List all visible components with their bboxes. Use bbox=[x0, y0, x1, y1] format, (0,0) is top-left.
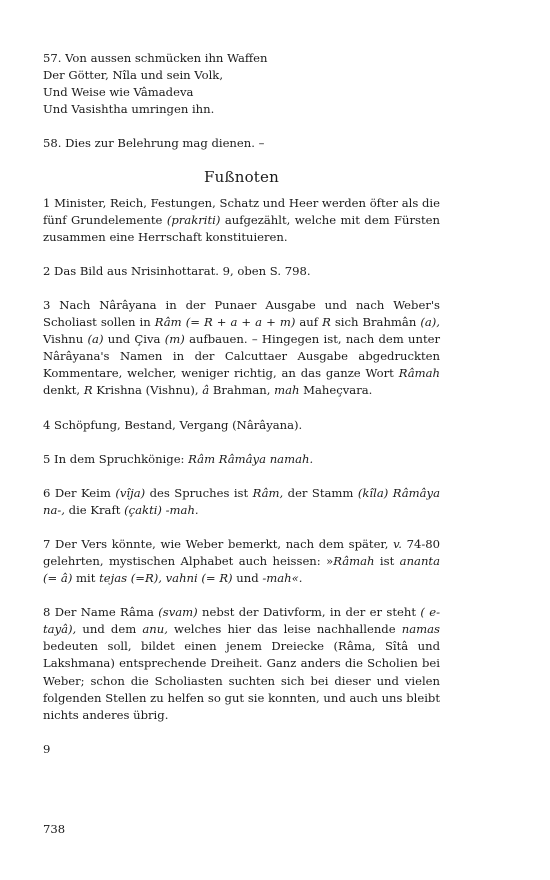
footnote-text-run: Maheçvara. bbox=[299, 383, 373, 398]
footnote-4 bbox=[43, 417, 440, 434]
folio-page-number: 738 bbox=[43, 822, 66, 836]
footnote-text-run: 74-80 gelehrten, mystischen Alphabet auch heissen: » bbox=[43, 536, 441, 568]
footnote-5 bbox=[43, 451, 440, 468]
footnote-text-run: 6 Der Keim bbox=[43, 485, 116, 500]
footnote-text-run: 7 Der Vers könnte, wie Weber bemerkt, nach dem später, bbox=[43, 536, 394, 551]
footnote-text-run: 5 In dem Spruchkönige: bbox=[43, 451, 189, 466]
footnotes-heading: Fußnoten bbox=[204, 168, 279, 187]
footnote-italic-run: Râm Râmâya namah. bbox=[188, 451, 314, 466]
footnote-italic-run: anu, bbox=[142, 622, 168, 637]
footnote-italic-run: â bbox=[202, 383, 210, 398]
footnote-text-run: Vishnu bbox=[43, 332, 88, 347]
footnote-text-run: welches hier das leise nachhallende bbox=[167, 622, 402, 637]
verse-line: Und Weise wie Vâmadeva bbox=[43, 85, 194, 100]
footnote-text-run: der Stamm bbox=[283, 485, 358, 500]
page-body bbox=[43, 50, 440, 758]
footnote-italic-run: Râmah bbox=[398, 366, 440, 381]
footnote-italic-run: (prakriti) bbox=[166, 212, 221, 227]
footnote-italic-run: Râm (= R + a + a + m) bbox=[154, 315, 296, 330]
footnote-text-run: Brahman, bbox=[209, 383, 275, 398]
verse-line: Der Götter, Nîla und sein Volk, bbox=[43, 68, 224, 83]
footnote-text-run: nebst der Dativform, in der er steht bbox=[197, 605, 421, 620]
footnote-7 bbox=[43, 536, 440, 587]
verse-line: Und Vasishtha umringen ihn. bbox=[43, 102, 215, 117]
footnote-text-run: aufgezählt, welche mit dem Fürsten zusammen eine Herrschaft konstituieren. bbox=[43, 212, 440, 244]
footnote-italic-run: v. bbox=[393, 536, 402, 551]
inline-page-number: 9 bbox=[43, 741, 51, 756]
footnote-text-run: bedeuten soll, bildet einen jenem Dreiecke (Râma, Sîtâ und Lakshmana) entsprechende Dreiheit. Ganz anders die Scholien bei Weber; schon die Scholiasten suchten sich bei dieser und vielen folgenden Stellen zu helfen so gut sie konnten, und auch uns bleibt nichts anderes übrig. bbox=[43, 639, 440, 722]
footnote-text-run: und bbox=[232, 571, 263, 586]
footnote-italic-run: namas bbox=[401, 622, 440, 637]
footnote-italic-run: (a) bbox=[87, 332, 104, 347]
footnote-italic-run: Râm, bbox=[252, 485, 284, 500]
footnote-text-run: mit bbox=[72, 571, 100, 586]
footnote-text-run: des Spruches ist bbox=[145, 485, 253, 500]
footnote-text-run: die Kraft bbox=[64, 502, 125, 517]
footnote-italic-run: ananta (= â) bbox=[43, 553, 441, 586]
footnote-italic-run: (a), bbox=[420, 315, 440, 330]
footnotes-list bbox=[43, 195, 440, 724]
footnote-italic-run: -mah«. bbox=[262, 571, 303, 586]
footnote-italic-run: (m) bbox=[164, 332, 185, 347]
footnote-8 bbox=[43, 604, 440, 724]
footnote-text-run: auf bbox=[295, 315, 323, 330]
footnote-italic-run: (kîla) Râmâya na-, bbox=[43, 485, 440, 517]
footnote-text-run: sich Brahmân bbox=[330, 315, 421, 330]
footnote-italic-run: ( e-tayâ), bbox=[43, 605, 441, 637]
footnote-text-run: und Çiva bbox=[103, 332, 165, 347]
footnote-italic-run: Râmah bbox=[333, 553, 375, 568]
verse-line: 57. Von aussen schmücken ihn Waffen bbox=[43, 51, 268, 65]
footnote-text-run: 2 Das Bild aus Nrisinhottarat. 9, oben S. 798. bbox=[43, 263, 311, 278]
footnote-text-run: 4 Schöpfung, Bestand, Vergang (Nârâyana). bbox=[43, 417, 303, 432]
verse-block bbox=[43, 50, 440, 152]
footnote-italic-run: tejas (=R), vahni (= R) bbox=[99, 571, 233, 586]
footnote-text-run: Krishna (Vishnu), bbox=[92, 383, 203, 398]
footnote-italic-run: R bbox=[83, 383, 93, 398]
footnote-italic-run: (çakti) -mah. bbox=[124, 502, 199, 517]
stanza-58 bbox=[43, 135, 440, 152]
footnote-text-run: aufbauen. – Hingegen ist, nach dem unter Nârâyana's Namen in der Calcuttaer Ausgabe abgedruckten Kommentare, welcher, weniger richtig, an das ganze Wort bbox=[43, 332, 441, 381]
footnote-text-run: denkt, bbox=[43, 383, 84, 398]
footnote-text-run: 8 Der Name Râma bbox=[43, 605, 159, 620]
footnote-italic-run: (svam) bbox=[158, 605, 198, 620]
footnote-6 bbox=[43, 485, 440, 519]
footnote-text-run: 3 Nach Nârâyana in der Punaer Ausgabe und nach Weber's Scholiast sollen in bbox=[43, 297, 440, 330]
footnote-text-run: ist bbox=[374, 553, 400, 568]
footnote-italic-run: mah bbox=[274, 383, 300, 398]
verse-line: 58. Dies zur Belehrung mag dienen. – bbox=[43, 136, 265, 151]
footnote-italic-run: (vîja) bbox=[115, 485, 146, 500]
footnote-text-run: und dem bbox=[76, 622, 143, 637]
footnote-2 bbox=[43, 263, 440, 280]
footnote-italic-run: R bbox=[322, 315, 331, 330]
stanza-57 bbox=[43, 50, 440, 118]
footnote-text-run: 1 Minister, Reich, Festungen, Schatz und Heer werden öfter als die fünf Grundelemente bbox=[43, 195, 440, 227]
footnote-3 bbox=[43, 297, 440, 400]
footnote-1 bbox=[43, 195, 440, 246]
